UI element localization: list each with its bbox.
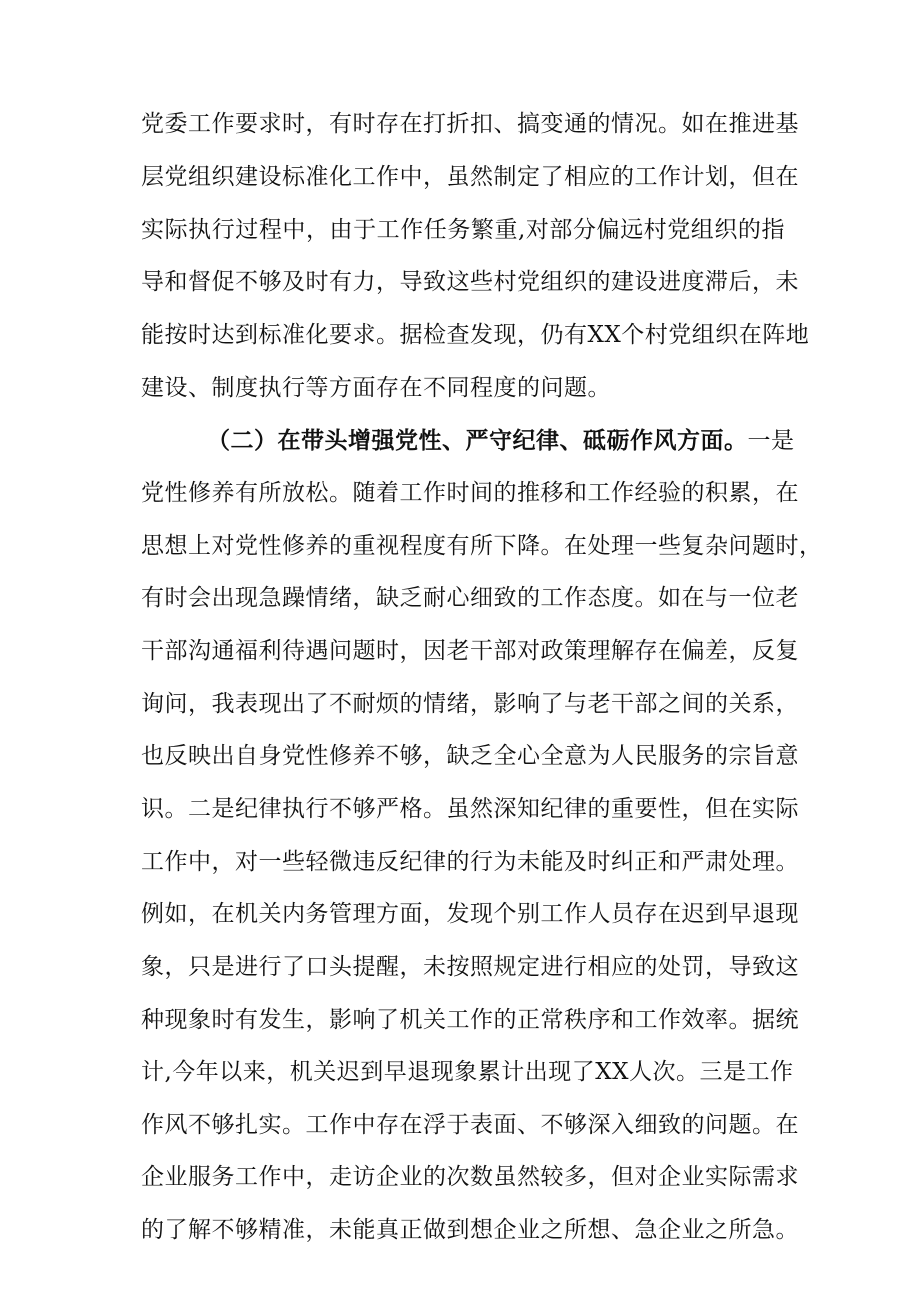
paragraph-line: 象，只是进行了口头提醒，未按照规定进行相应的处罚，导致这	[141, 954, 799, 980]
paragraph-line: 也反映出自身党性修养不够，缺乏全心全意为人民服务的宗旨意	[141, 743, 799, 769]
paragraph-line: 询问，我表现出了不耐烦的情绪，影响了与老干部之间的关系，	[141, 691, 799, 717]
paragraph-line: 作风不够扎实。工作中存在浮于表面、不够深入细致的问题。在	[141, 1112, 799, 1138]
paragraph-line: 实际执行过程中，由于工作任务繁重,对部分偏远村党组织的指	[141, 217, 785, 243]
paragraph-line: 能按时达到标准化要求。据检查发现，仍有XX个村党组织在阵地	[141, 322, 810, 348]
section-heading-line	[207, 421, 795, 461]
paragraph-line: 建设、制度执行等方面存在不同程度的问题。	[141, 375, 611, 401]
paragraph-line: 党性修养有所放松。随着工作时间的推移和工作经验的积累，在	[141, 480, 799, 506]
heading-trailing-text: 一是	[747, 428, 795, 454]
paragraph-line: 党委工作要求时，有时存在打折扣、搞变通的情况。如在推进基	[141, 111, 799, 137]
paragraph-line: 导和督促不够及时有力，导致这些村党组织的建设进度滞后，未	[141, 269, 799, 295]
paragraph-line: 种现象时有发生，影响了机关工作的正常秩序和工作效率。据统	[141, 1007, 799, 1033]
paragraph-line: 工作中，对一些轻微违反纪律的行为未能及时纠正和严肃处理。	[141, 849, 799, 875]
paragraph-line: 干部沟通福利待遇问题时，因老干部对政策理解存在偏差，反复	[141, 638, 799, 664]
paragraph-line: 的了解不够精准，未能真正做到想企业之所想、急企业之所急。	[141, 1217, 799, 1243]
paragraph-line: 例如，在机关内务管理方面，发现个别工作人员存在迟到早退现	[141, 901, 799, 927]
paragraph-line: 思想上对党性修养的重视程度有所下降。在处理一些复杂问题时，	[141, 533, 823, 559]
section-heading: （二）在带头增强党性、严守纪律、砥砺作风方面。	[207, 428, 748, 454]
paragraph-line: 层党组织建设标准化工作中，虽然制定了相应的工作计划，但在	[141, 164, 799, 190]
paragraph-line: 计,今年以来，机关迟到早退现象累计出现了XX人次。三是工作	[141, 1059, 794, 1085]
paragraph-line: 企业服务工作中，走访企业的次数虽然较多，但对企业实际需求	[141, 1164, 799, 1190]
paragraph-line: 有时会出现急躁情绪，缺乏耐心细致的工作态度。如在与一位老	[141, 585, 799, 611]
paragraph-line: 识。二是纪律执行不够严格。虽然深知纪律的重要性，但在实际	[141, 796, 799, 822]
